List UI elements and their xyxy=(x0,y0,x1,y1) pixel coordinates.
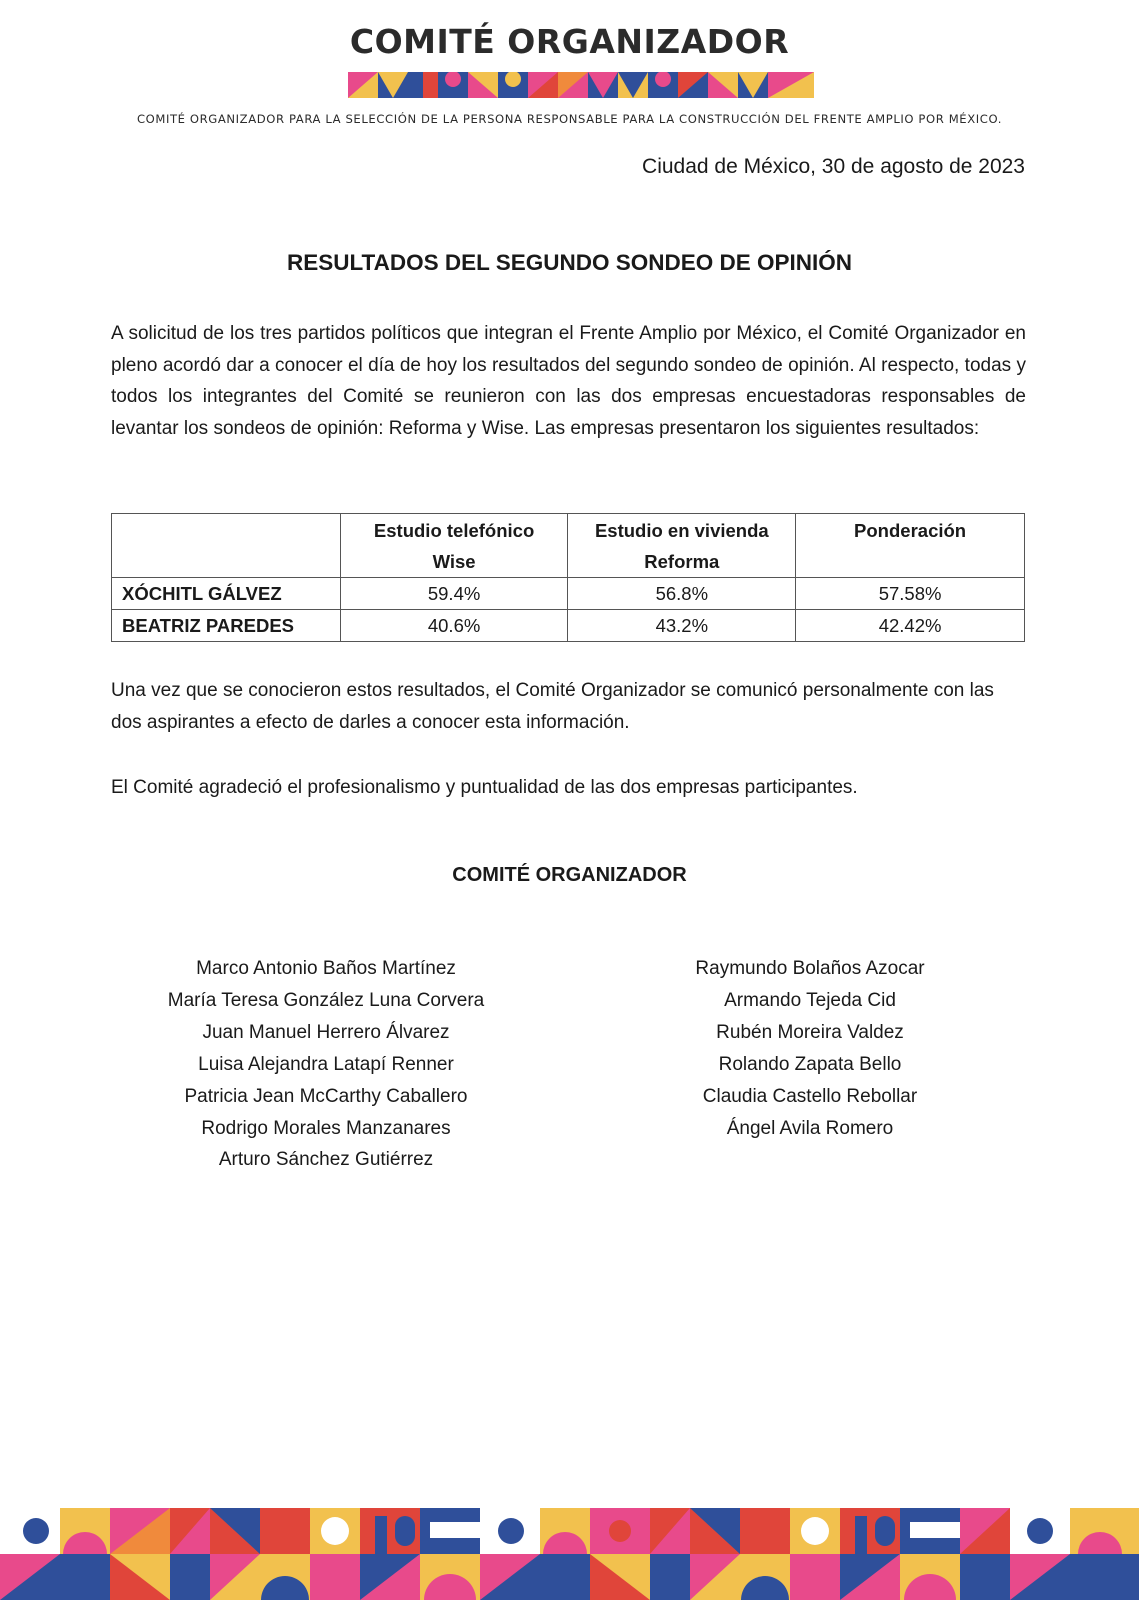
document-title: RESULTADOS DEL SEGUNDO SONDEO DE OPINIÓN xyxy=(286,250,853,275)
header-line: Reforma xyxy=(644,551,720,572)
result-value: 42.42% xyxy=(796,610,1025,642)
table-header-empty xyxy=(112,514,341,578)
table-header-cell xyxy=(340,514,568,578)
header-line: Wise xyxy=(432,551,476,572)
header-pattern-band xyxy=(348,72,814,98)
committee-member: Claudia Castello Rebollar xyxy=(702,1085,918,1107)
committee-member: Ángel Avila Romero xyxy=(726,1117,894,1139)
candidate-name: BEATRIZ PAREDES xyxy=(112,610,341,642)
committee-member: Patricia Jean McCarthy Caballero xyxy=(184,1085,468,1107)
header-line: Ponderación xyxy=(854,520,967,541)
header-line: Estudio telefónico xyxy=(373,520,535,541)
committee-member: Marco Antonio Baños Martínez xyxy=(196,958,456,979)
committee-member: Raymundo Bolaños Azocar xyxy=(695,958,925,979)
results-table xyxy=(111,513,1025,642)
committee-member: Rubén Moreira Valdez xyxy=(716,1021,904,1043)
committee-member: Luisa Alejandra Latapí Renner xyxy=(198,1053,454,1075)
result-value: 40.6% xyxy=(340,610,568,642)
header-title: COMITÉ ORGANIZADOR xyxy=(349,22,790,61)
header-line: Estudio en vivienda xyxy=(594,520,769,541)
committee-member: Arturo Sánchez Gutiérrez xyxy=(218,1149,434,1171)
committee-members-left xyxy=(146,953,506,1176)
result-value: 59.4% xyxy=(340,578,568,610)
result-value: 43.2% xyxy=(568,610,796,642)
table-header-cell xyxy=(568,514,796,578)
table-header-cell xyxy=(796,514,1025,578)
footer-pattern-band xyxy=(0,1508,1139,1600)
result-value: 57.58% xyxy=(796,578,1025,610)
result-value: 56.8% xyxy=(568,578,796,610)
candidate-name: XÓCHITL GÁLVEZ xyxy=(112,578,341,610)
committee-member: Rodrigo Morales Manzanares xyxy=(201,1117,451,1139)
header-subtitle: COMITÉ ORGANIZADOR PARA LA SELECCIÓN DE LA PERSONA RESPONSABLE PARA LA CONSTRUCCIÓN DEL FRENTE AMPLIO POR MÉXICO. xyxy=(136,112,1003,126)
intro-paragraph: A solicitud de los tres partidos políticos que integran el Frente Amplio por México, el Comité Organizador en pleno acordó dar a conocer el día de hoy los resultados del segundo sondeo de opinión. Al respecto, todas y todos los integrantes del Comité se reunieron con las dos empresas encuestadoras responsables de levantar los sondeos de opinión: Reforma y Wise. Las empresas presentaron los siguientes resultados: xyxy=(111,323,1026,440)
table-row xyxy=(112,578,1025,610)
committee-member: María Teresa González Luna Corvera xyxy=(167,989,485,1011)
committee-members-right xyxy=(630,953,990,1144)
after-table-paragraph: Una vez que se conocieron estos resultados, el Comité Organizador se comunicó personalmente con las dos aspirantes a efecto de darles a conocer esta información. xyxy=(111,680,994,733)
committee-heading: COMITÉ ORGANIZADOR xyxy=(452,864,687,886)
committee-member: Armando Tejeda Cid xyxy=(724,989,896,1011)
table-header-row xyxy=(112,514,1025,578)
committee-member: Rolando Zapata Bello xyxy=(718,1053,902,1075)
table-row xyxy=(112,610,1025,642)
thanks-paragraph: El Comité agradeció el profesionalismo y puntualidad de las dos empresas participantes. xyxy=(111,777,858,798)
committee-member: Juan Manuel Herrero Álvarez xyxy=(202,1021,450,1043)
document-date: Ciudad de México, 30 de agosto de 2023 xyxy=(642,155,1025,178)
